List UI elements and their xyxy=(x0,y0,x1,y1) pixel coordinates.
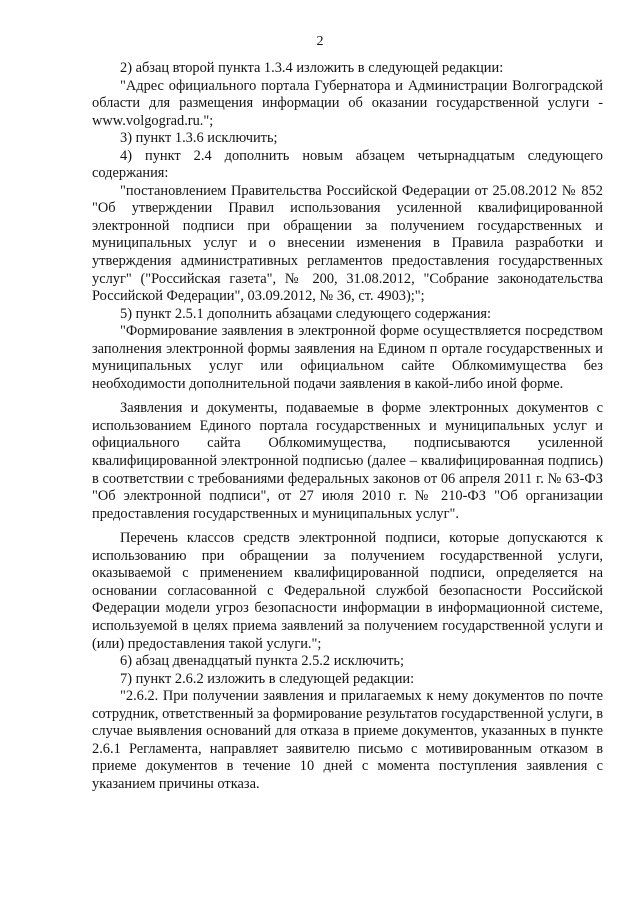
quoted-electronic-form-paragraph: "Формирование заявления в электронной форме осуществляется посредством заполнения электронной формы заявления на Едином п ортале государственных и муниципальных услуг или официальном сайте Облкомимущества без необходимости дополнительной подачи заявления в какой-либо иной форме. xyxy=(92,323,603,392)
amendment-item-7: 7) пункт 2.6.2 изложить в следующей редакции: xyxy=(120,670,415,687)
amendment-item-6: 6) абзац двенадцатый пункта 2.5.2 исключить; xyxy=(120,653,404,670)
amendment-item-5: 5) пункт 2.5.1 дополнить абзацами следующего содержания: xyxy=(120,305,492,322)
quoted-government-decree: "постановлением Правительства Российской Федерации от 25.08.2012 № 852 "Об утверждении Правил использования усиленной квалифицированной электронной подписи при обращении за получением государственных и муниципальных услуг и о внесении изменения в Правила разработки и утверждения административных регламентов предоставления государственных услуг" ("Российская газета", № 200, 31.08.2012, "Собрание законодательства Российской Федерации", 03.09.2012, № 36, ст. 4903);"; xyxy=(92,182,603,305)
document-body xyxy=(92,60,603,793)
quoted-portal-address: "Адрес официального портала Губернатора и Администрации Волгоградской области для размещения информации об оказании государственной услуги - www.volgograd.ru."; xyxy=(92,77,603,129)
page-number: 2 xyxy=(316,34,324,49)
quoted-clause-2-6-2: "2.6.2. При получении заявления и прилагаемых к нему документов по почте сотрудник, ответственный за формирование результатов государственной услуги, в случае выявления оснований для отказа в приеме документов, указанных в пункте 2.6.1 Регламента, направляет заявителю письмо с мотивированным отказом в приеме документов в течение 10 дней с момента поступления заявления с указанием причины отказа. xyxy=(92,688,603,792)
quoted-electronic-documents-paragraph: Заявления и документы, подаваемые в форме электронных документов с использованием Единого портала государственных и муниципальных услуг и официального сайта Облкомимущества, подписываются усиленной квалифицированной электронной подписью (далее – квалифицированная подпись) в соответствии с требованиями федеральных законов от 06 апреля 2011 г. № 63-ФЗ "Об электронной подписи", от 27 июля 2010 г. № 210-ФЗ "Об организации предоставления государственных и муниципальных услуг". xyxy=(92,400,603,522)
amendment-item-2: 2) абзац второй пункта 1.3.4 изложить в следующей редакции: xyxy=(120,60,504,76)
amendment-item-4: 4) пункт 2.4 дополнить новым абзацем четырнадцатым следующего содержания: xyxy=(92,147,603,182)
amendment-item-3: 3) пункт 1.3.6 исключить; xyxy=(120,130,278,147)
quoted-signature-classes-paragraph: Перечень классов средств электронной подписи, которые допускаются к использованию при обращении за получением государственной услуги, оказываемой с применением квалифицированной подписи, определяется на основании согласованной с Федеральной службой безопасности Российской Федерации модели угроз безопасности информации в информационной системе, используемой в целях приема заявлений за получением государственной услуги и (или) предоставления такой услуги."; xyxy=(92,530,603,652)
